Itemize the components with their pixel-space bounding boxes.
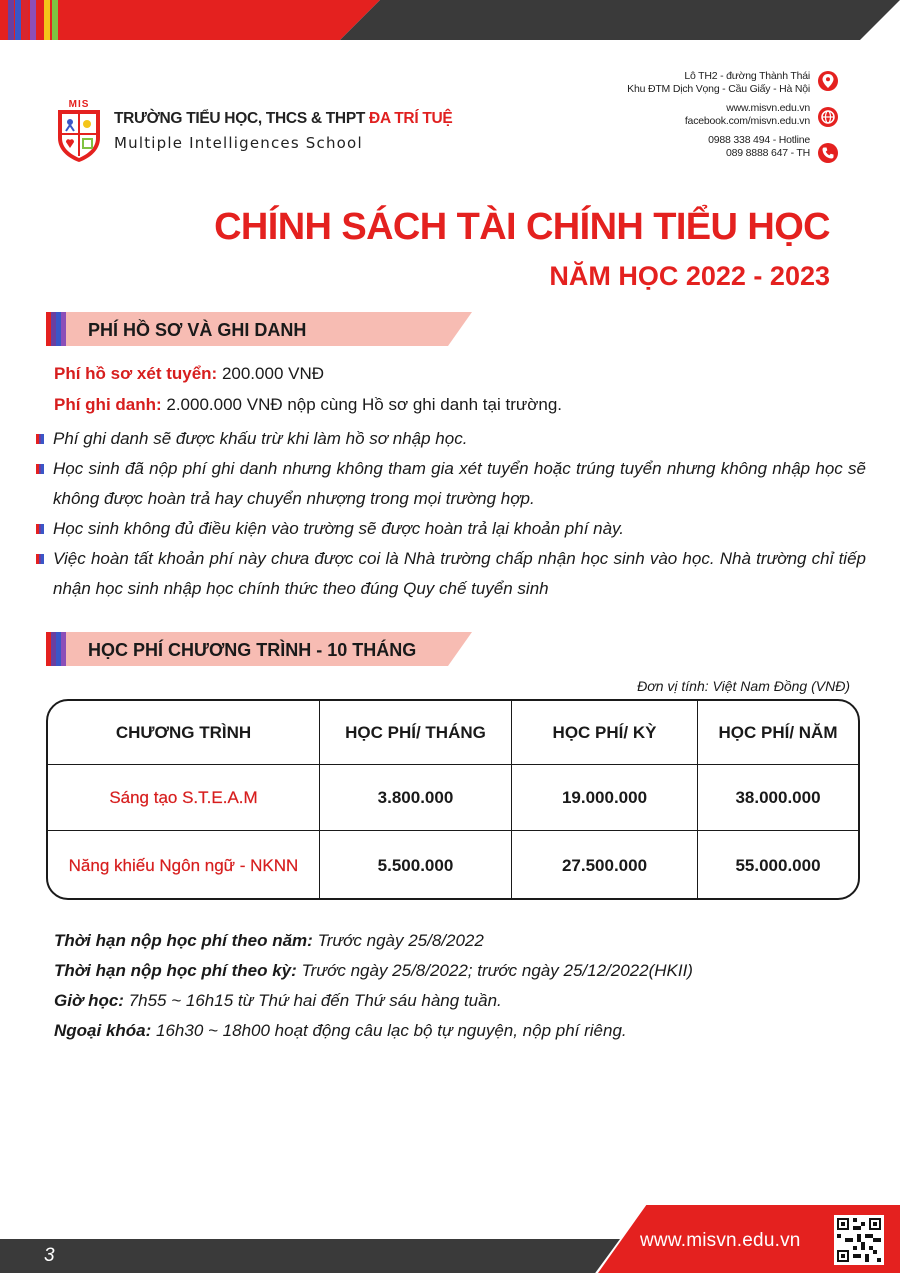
page-subtitle: NĂM HỌC 2022 - 2023: [549, 261, 830, 291]
table-row: [48, 831, 858, 900]
section-heading-enrollment: [46, 312, 476, 346]
program-name-cell: Sáng tạo S.T.E.A.M: [48, 765, 320, 830]
table-header-cell: HỌC PHÍ/ KỲ: [512, 701, 698, 764]
list-item-text: Học sinh không đủ điều kiện vào trường sẽ được hoàn trả lại khoản phí này.: [53, 519, 625, 538]
page-number: 3: [44, 1245, 55, 1266]
bullet-marker: [36, 464, 44, 474]
section-heading-label: PHÍ HỒ SƠ VÀ GHI DANH: [88, 320, 307, 340]
table-cell: 27.500.000: [512, 831, 698, 900]
top-banner: [0, 0, 900, 40]
table-cell: 19.000.000: [512, 765, 698, 830]
heading-color-stripes: [46, 312, 72, 346]
contact-block: [627, 70, 810, 166]
phone-icon: [818, 143, 838, 163]
contact-icons: [818, 71, 840, 179]
section-heading-label: HỌC PHÍ CHƯƠNG TRÌNH - 10 THÁNG: [88, 640, 417, 660]
table-header-cell: HỌC PHÍ/ NĂM: [718, 722, 838, 742]
bullet-marker: [36, 434, 44, 444]
note-key: Ngoại khóa:: [54, 1021, 152, 1040]
currency-unit-note: Đơn vị tính: Việt Nam Đồng (VNĐ): [637, 678, 850, 694]
section-heading-tuition: [46, 632, 476, 666]
table-row: [48, 765, 858, 831]
phone-th-text: 089 8888 647 - TH: [726, 146, 810, 159]
table-cell: 5.500.000: [320, 831, 512, 900]
table-header-cell: HỌC PHÍ/ THÁNG: [320, 701, 512, 764]
hotline-text: 0988 338 494 - Hotline: [708, 134, 810, 146]
address-line-1: Lô TH2 - đường Thành Thái: [684, 70, 810, 82]
list-item-text: Phí ghi danh sẽ được khấu trừ khi làm hồ sơ nhập học.: [53, 429, 468, 448]
school-name-prefix: TRƯỜNG TIỂU HỌC, THCS & THPT: [114, 110, 370, 127]
enrollment-rules-list: [36, 424, 866, 604]
bullet-marker: [36, 524, 44, 534]
school-name-vi: [114, 110, 452, 128]
application-fee-label: Phí hồ sơ xét tuyển:: [54, 364, 218, 383]
footer-url-link[interactable]: www.misvn.edu.vn: [640, 1230, 801, 1251]
footer-dark-band: [0, 1239, 620, 1273]
table-cell: 38.000.000: [735, 787, 821, 807]
school-name-accent: ĐA TRÍ TUỆ: [369, 110, 453, 127]
table-header-cell: CHƯƠNG TRÌNH: [48, 701, 320, 764]
application-fee-value: 200.000 VNĐ: [217, 364, 325, 383]
list-item: [36, 424, 866, 454]
school-logo-block: [54, 98, 453, 168]
list-item-text: Việc hoàn tất khoản phí này chưa được coi là Nhà trường chấp nhận học sinh vào học. Nhà trường chỉ tiếp nhận học sinh nhập học chính thức theo đúng Quy chế tuyển sinh: [53, 549, 866, 598]
note-value: 7h55 ~ 16h15 từ Thứ hai đến Thứ sáu hàng tuần.: [123, 991, 502, 1010]
qr-code-icon[interactable]: [834, 1215, 884, 1265]
note-value: 16h30 ~ 18h00 hoạt động câu lạc bộ tự nguyện, nộp phí riêng.: [151, 1021, 627, 1040]
list-item: [36, 544, 866, 604]
page-title: CHÍNH SÁCH TÀI CHÍNH TIỂU HỌC: [214, 206, 830, 248]
note-key: Thời hạn nộp học phí theo năm:: [54, 931, 313, 950]
list-item: [36, 514, 866, 544]
list-item-text: Học sinh đã nộp phí ghi danh nhưng không tham gia xét tuyển hoặc trúng tuyển nhưng không nhập học sẽ không được hoàn trả hay chuyển nhượng trong mọi trường hợp.: [53, 459, 866, 508]
table-cell: 55.000.000: [735, 855, 821, 875]
facebook-text[interactable]: facebook.com/misvn.edu.vn: [684, 114, 810, 127]
registration-fee-line: [54, 395, 562, 415]
heading-color-stripes: [46, 632, 72, 666]
location-pin-icon: [818, 71, 838, 91]
program-name-cell: Năng khiếu Ngôn ngữ - NKNN: [48, 831, 320, 900]
table-header-row: [48, 701, 858, 765]
address-line-2: Khu ĐTM Dịch Vọng - Cầu Giấy - Hà Nội: [627, 82, 810, 95]
list-item: [36, 454, 866, 514]
logo-mark: MIS: [68, 99, 90, 110]
school-shield-logo: [54, 98, 104, 164]
table-cell: 3.800.000: [320, 765, 512, 830]
top-banner-graphic: [0, 0, 900, 40]
application-fee-line: [54, 364, 324, 384]
school-name-en: Multiple Intelligences School: [114, 134, 363, 152]
tuition-table: [46, 699, 860, 900]
note-key: Thời hạn nộp học phí theo kỳ:: [54, 961, 297, 980]
note-value: Trước ngày 25/8/2022; trước ngày 25/12/2022(HKII): [296, 961, 693, 980]
note-line: [54, 1016, 693, 1046]
note-key: Giờ học:: [54, 991, 124, 1010]
note-line: [54, 956, 693, 986]
payment-notes: [54, 926, 693, 1046]
note-line: [54, 986, 693, 1016]
website-text[interactable]: www.misvn.edu.vn: [726, 102, 810, 114]
registration-fee-label: Phí ghi danh:: [54, 395, 162, 414]
globe-icon: [818, 107, 838, 127]
bullet-marker: [36, 554, 44, 564]
registration-fee-value: 2.000.000 VNĐ nộp cùng Hồ sơ ghi danh tại trường.: [161, 395, 563, 414]
note-line: [54, 926, 693, 956]
note-value: Trước ngày 25/8/2022: [312, 931, 484, 950]
